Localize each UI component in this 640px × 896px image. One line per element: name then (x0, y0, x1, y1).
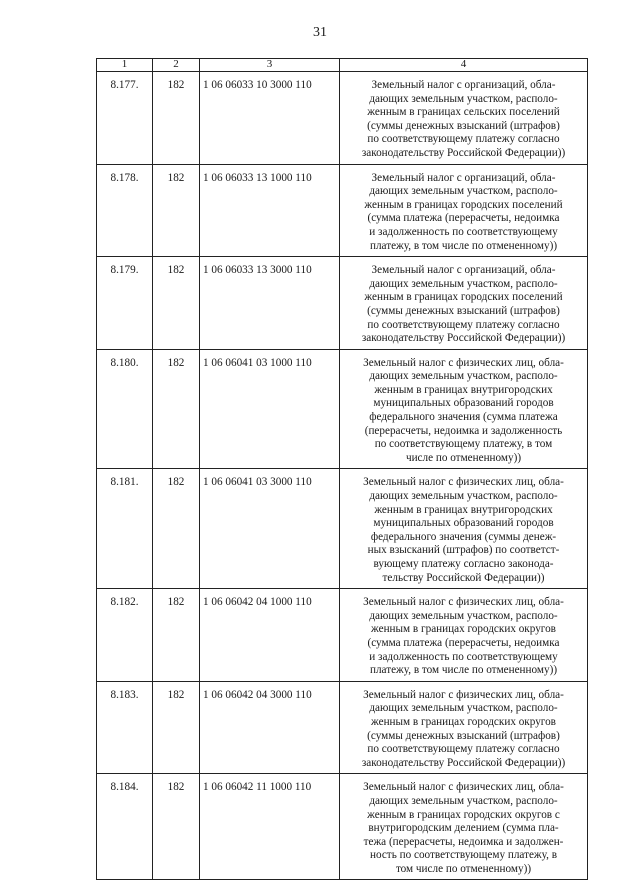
administrator-code-cell-text: 182 (167, 688, 185, 701)
description-line: законодательству Российской Федерации)) (361, 332, 566, 345)
administrator-code-cell (153, 681, 200, 774)
budget-classification-code-cell (200, 681, 340, 774)
description-line: дающих земельным участком, располо- (369, 92, 558, 105)
revenue-description (340, 589, 587, 681)
description-line: дающих земельным участком, располо- (369, 702, 558, 715)
budget-classification-code-cell-text: 1 06 06042 04 1000 110 (203, 596, 312, 609)
budget-classification-code-cell (200, 349, 340, 469)
row-number-cell-text: 8.183. (110, 688, 139, 701)
row-number-cell (97, 72, 153, 165)
description-line: Земельный налог с физических лиц, обла- (363, 688, 564, 701)
revenue-description-cell (340, 349, 588, 469)
administrator-code-cell-text: 182 (167, 596, 185, 609)
table-row (97, 589, 588, 682)
revenue-description-cell (340, 774, 588, 880)
administrator-code-cell (153, 164, 200, 257)
description-line: платежу, в том числе по отмененному)) (369, 239, 558, 252)
description-line: муниципальных образований городов (373, 517, 554, 530)
description-line: внутригородским делением (сумма пла- (368, 822, 559, 835)
description-line: и задолженность по соответствующему (369, 650, 558, 663)
description-line: по соответствующему платежу согласно (367, 133, 560, 146)
description-line: (сумма платежа (перерасчеты, недоимка (367, 636, 560, 649)
table-row (97, 774, 588, 880)
description-line: тельству Российской Федерации)) (382, 571, 545, 584)
row-number-cell-text: 8.182. (110, 596, 139, 609)
column-header-3: 3 (200, 59, 340, 72)
revenue-description (340, 469, 587, 588)
description-line: муниципальных образований городов (373, 397, 554, 410)
description-line: Земельный налог с физических лиц, обла- (363, 476, 564, 489)
budget-classification-code-cell-text: 1 06 06042 04 3000 110 (203, 688, 312, 701)
description-line: дающих земельным участком, располо- (369, 490, 558, 503)
description-line: том числе по отмененному)) (395, 862, 532, 875)
row-number-cell (97, 589, 153, 682)
budget-classification-code-cell (200, 774, 340, 880)
revenue-description-cell (340, 469, 588, 589)
description-line: дающих земельным участком, располо- (369, 185, 558, 198)
description-line: числе по отмененному)) (405, 451, 522, 464)
row-number-cell-text: 8.179. (110, 264, 139, 277)
description-line: женным в границах внутригородских (374, 503, 553, 516)
description-line: дающих земельным участком, располо- (369, 277, 558, 290)
row-number-cell-text: 8.181. (110, 476, 139, 489)
description-line: женным в границах сельских поселений (367, 106, 560, 119)
budget-classification-code-cell-text: 1 06 06041 03 1000 110 (203, 356, 312, 369)
revenue-description (340, 774, 587, 879)
table-row (97, 72, 588, 165)
revenue-description (340, 72, 587, 164)
description-line: женным в границах городских округов (371, 623, 556, 636)
administrator-code-cell-text: 182 (167, 476, 185, 489)
column-header-4: 4 (340, 59, 588, 72)
administrator-code-cell (153, 774, 200, 880)
budget-classification-code-cell (200, 589, 340, 682)
revenue-description-cell (340, 164, 588, 257)
budget-classification-code-cell (200, 164, 340, 257)
description-line: Земельный налог с организаций, обла- (371, 171, 556, 184)
budget-classification-code-cell-text: 1 06 06033 13 3000 110 (203, 264, 312, 277)
table-row (97, 681, 588, 774)
administrator-code-cell (153, 349, 200, 469)
revenue-description-cell (340, 72, 588, 165)
administrator-code-cell-text: 182 (167, 171, 185, 184)
revenue-description (340, 350, 587, 469)
description-line: дающих земельным участком, располо- (369, 609, 558, 622)
column-header-1: 1 (97, 59, 153, 72)
budget-classification-code-cell-text: 1 06 06041 03 3000 110 (203, 476, 312, 489)
description-line: (сумма платежа (перерасчеты, недоимка (367, 212, 560, 225)
description-line: (суммы денежных взысканий (штрафов) (367, 304, 560, 317)
description-line: федерального значения (сумма платежа (369, 411, 558, 424)
revenue-description-cell (340, 589, 588, 682)
table-header-row (97, 59, 588, 72)
row-number-cell-text: 8.177. (110, 79, 139, 91)
administrator-code-cell (153, 589, 200, 682)
description-line: Земельный налог с физических лиц, обла- (363, 781, 564, 794)
description-line: Земельный налог с организаций, обла- (371, 79, 556, 91)
table-row (97, 164, 588, 257)
description-line: по соответствующему платежу согласно (367, 318, 560, 331)
budget-classification-code-cell-text: 1 06 06042 11 1000 110 (203, 781, 312, 794)
row-number-cell (97, 469, 153, 589)
description-line: женным в границах городских поселений (364, 198, 563, 211)
page-number: 31 (313, 25, 327, 40)
description-line: вующему платежу согласно законода- (373, 558, 554, 570)
administrator-code-cell-text: 182 (167, 264, 185, 277)
table-row (97, 469, 588, 589)
administrator-code-cell (153, 257, 200, 350)
budget-codes-table (96, 58, 588, 880)
description-line: по соответствующему платежу согласно (367, 743, 560, 756)
budget-classification-code-cell-text: 1 06 06033 10 3000 110 (203, 79, 312, 91)
row-number-cell (97, 349, 153, 469)
revenue-description-cell (340, 257, 588, 350)
description-line: (суммы денежных взысканий (штрафов) (367, 119, 560, 132)
administrator-code-cell-text: 182 (167, 356, 185, 369)
description-line: и задолженность по соответствующему (369, 225, 558, 238)
administrator-code-cell (153, 72, 200, 165)
row-number-cell-text: 8.178. (110, 171, 139, 184)
administrator-code-cell-text: 182 (167, 781, 185, 794)
description-line: ных взысканий (штрафов) по соответст- (367, 544, 560, 557)
description-line: дающих земельным участком, располо- (369, 794, 558, 807)
description-line: федерального значения (суммы денеж- (370, 530, 557, 543)
description-line: (суммы денежных взысканий (штрафов) (367, 729, 560, 742)
revenue-description (340, 165, 587, 257)
table-row (97, 349, 588, 469)
description-line: Земельный налог с физических лиц, обла- (363, 596, 564, 609)
description-line: законодательству Российской Федерации)) (361, 146, 566, 159)
row-number-cell-text: 8.180. (110, 356, 139, 369)
budget-classification-code-cell (200, 72, 340, 165)
row-number-cell (97, 681, 153, 774)
budget-classification-code-cell-text: 1 06 06033 13 1000 110 (203, 171, 312, 184)
administrator-code-cell-text: 182 (167, 79, 185, 91)
description-line: Земельный налог с физических лиц, обла- (363, 356, 564, 369)
revenue-description (340, 682, 587, 774)
budget-classification-code-cell (200, 257, 340, 350)
row-number-cell (97, 164, 153, 257)
description-line: по соответствующему платежу, в том (374, 438, 553, 451)
description-line: женным в границах внутригородских (374, 383, 553, 396)
description-line: тежа (перерасчеты, недоимка и задолжен- (363, 835, 564, 848)
description-line: женным в границах городских поселений (364, 291, 563, 304)
description-line: Земельный налог с организаций, обла- (371, 264, 556, 277)
column-header-2: 2 (153, 59, 200, 72)
description-line: ность по соответствующему платежу, в (369, 849, 558, 862)
description-line: дающих земельным участком, располо- (369, 370, 558, 383)
description-line: (перерасчеты, недоимка и задолженность (364, 424, 563, 437)
row-number-cell-text: 8.184. (110, 781, 139, 794)
row-number-cell (97, 774, 153, 880)
description-line: женным в границах городских округов с (367, 808, 560, 821)
description-line: женным в границах городских округов (371, 715, 556, 728)
revenue-description (340, 257, 587, 349)
budget-classification-code-cell (200, 469, 340, 589)
revenue-description-cell (340, 681, 588, 774)
administrator-code-cell (153, 469, 200, 589)
description-line: платежу, в том числе по отмененному)) (369, 664, 558, 677)
description-line: законодательству Российской Федерации)) (361, 756, 566, 769)
table-row (97, 257, 588, 350)
row-number-cell (97, 257, 153, 350)
